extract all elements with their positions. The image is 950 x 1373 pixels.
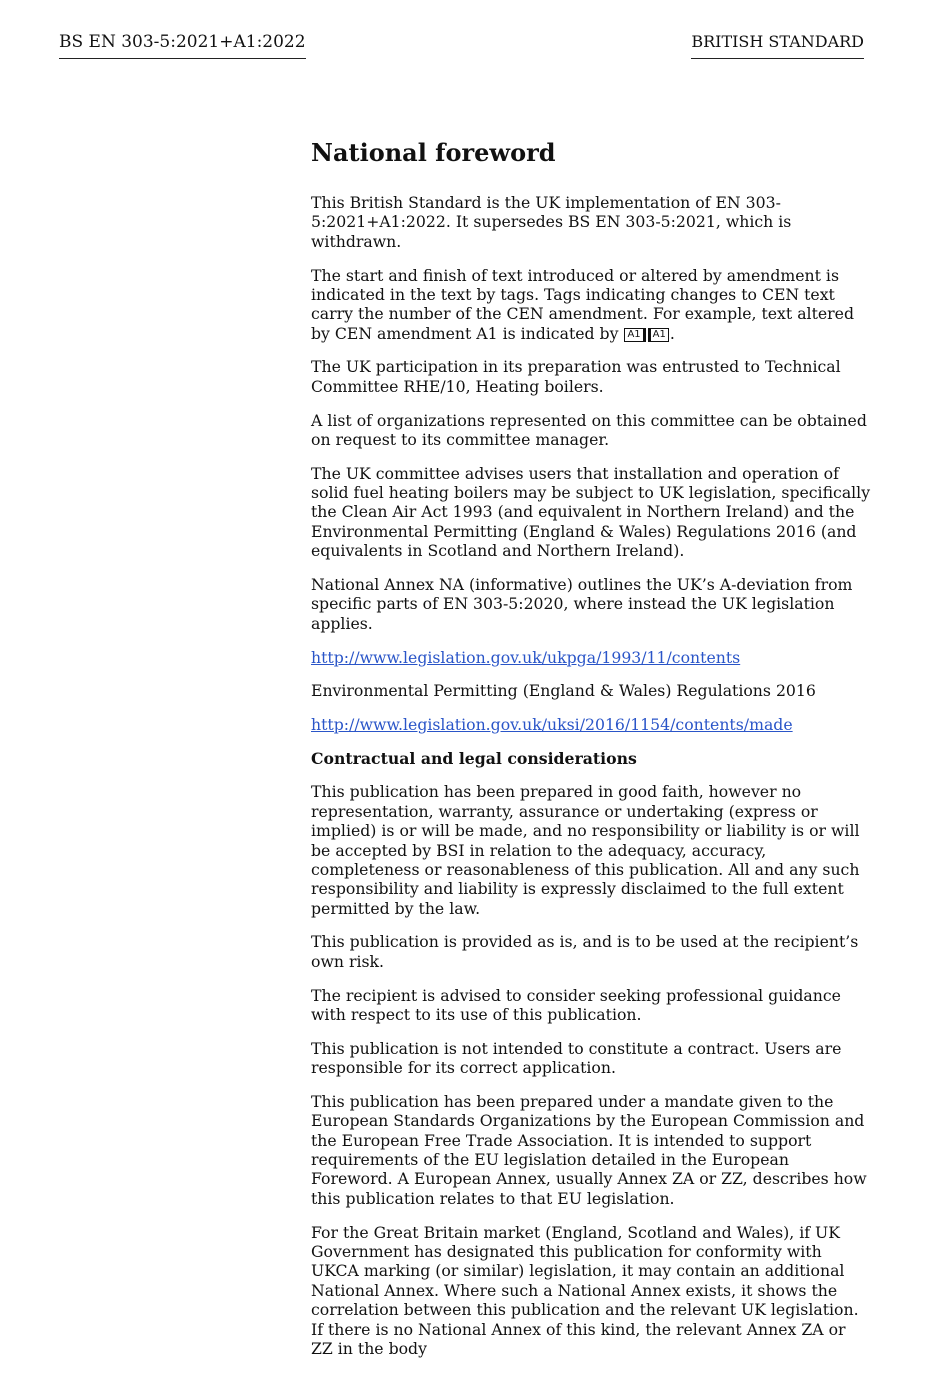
- page-title: National foreword: [311, 138, 556, 167]
- paragraph-own-risk: This publication is provided as is, and is to be used at the recipient’s own risk.: [311, 932, 859, 971]
- amendment-period: .: [669, 323, 675, 343]
- paragraph-implementation: This British Standard is the UK implementation of EN 303-5:2021+A1:2022. It supersedes BS EN 303-5:2021, which is withdrawn.: [311, 193, 792, 251]
- amendment-start-tag-icon: A1: [624, 328, 645, 342]
- paragraph-legislation: The UK committee advises users that installation and operation of solid fuel heating boilers may be subject to UK legislation, specifically the Clean Air Act 1993 (and equivalent in Northern Ireland) and the Environmental Permitting (England & Wales) Regulations 2016 (and equivalents in Scotland and Northern Ireland).: [311, 463, 871, 561]
- link-clean-air-act-paragraph: [311, 648, 871, 667]
- paragraph-professional-guidance: The recipient is advised to consider seeking professional guidance with respect to its use of this publication.: [311, 985, 841, 1024]
- paragraph-committee-list: A list of organizations represented on this committee can be obtained on request to its committee manager.: [311, 410, 867, 449]
- paragraph-great-britain-market: For the Great Britain market (England, Scotland and Wales), if UK Government has designated this publication for conformity with UKCA marking (or similar) legislation, it may contain an additional National Annex. Where such a National Annex exists, it shows the correlation between this publication and the relevant UK legislation. If there is no National Annex of this kind, the relevant Annex ZA or ZZ in the body: [311, 1222, 859, 1358]
- foreword-content: [311, 137, 871, 1373]
- paragraph-environmental-permitting: Environmental Permitting (England & Wales) Regulations 2016: [311, 681, 816, 701]
- link-environmental-permitting-paragraph: [311, 715, 871, 734]
- amendment-end-tag-icon: A1: [648, 328, 669, 342]
- header-document-id: BS EN 303-5:2021+A1:2022: [59, 30, 306, 59]
- paragraph-committee: The UK participation in its preparation was entrusted to Technical Committee RHE/10, Heating boilers.: [311, 357, 841, 396]
- paragraph-not-contract: This publication is not intended to constitute a contract. Users are responsible for its correct application.: [311, 1038, 842, 1078]
- link-environmental-permitting[interactable]: http://www.legislation.gov.uk/uksi/2016/1154/contents/made: [311, 714, 793, 734]
- amendment-text: The start and finish of text introduced or altered by amendment is indicated in the text by tags. Tags indicating changes to CEN text carry the number of the CEN amendment. For example, text altered by CEN amendment A1 is indicated by: [311, 265, 854, 343]
- paragraph-amendment-tags: [311, 266, 871, 344]
- header-label: BRITISH STANDARD: [691, 30, 864, 59]
- paragraph-good-faith: This publication has been prepared in good faith, however no representation, warranty, assurance or undertaking (express or implied) is or will be made, and no responsibility or liability is or will be accepted by BSI in relation to the adequacy, accuracy, completeness or reasonableness of this publication. All and any such responsibility and liability is expressly disclaimed to the full extent permitted by the law.: [311, 782, 860, 918]
- paragraph-mandate: This publication has been prepared under a mandate given to the European Standards Organizations by the European Commission and the European Free Trade Association. It is intended to support requirements of the EU legislation detailed in the European Foreword. A European Annex, usually Annex ZA or ZZ, describes how this publication relates to that EU legislation.: [311, 1091, 867, 1208]
- link-clean-air-act[interactable]: http://www.legislation.gov.uk/ukpga/1993/11/contents: [311, 647, 741, 667]
- section-subheading: Contractual and legal considerations: [311, 748, 637, 768]
- paragraph-national-annex: National Annex NA (informative) outlines the UK’s A-deviation from specific parts of EN 303-5:2020, where instead the UK legislation applies.: [311, 574, 853, 633]
